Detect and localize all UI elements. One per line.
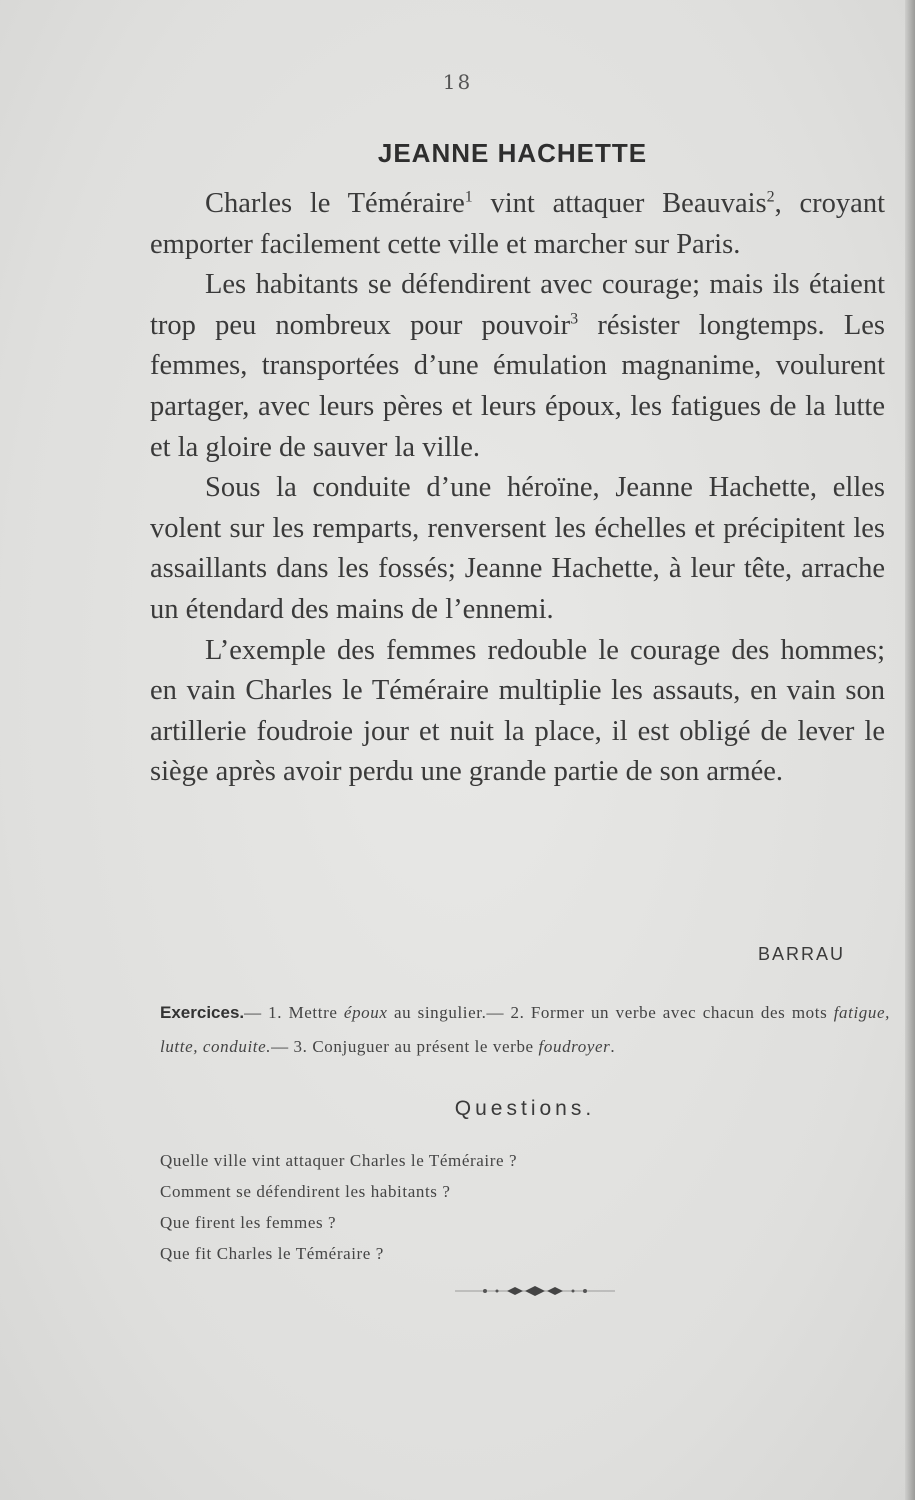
page-number: 18: [442, 70, 473, 94]
author-name: BARRAU: [757, 944, 845, 964]
questions-title: Questions.: [454, 1097, 596, 1120]
paragraph-1: Charles le Téméraire$^1$ vint attaquer Beauvais$^2$, croyant emporter facilement cette ville et marcher sur Paris.: [150, 188, 885, 260]
questions-list: [160, 1145, 517, 1269]
paragraph-4: L’exemple des femmes redouble le courage des hommes; en vain Charles le Téméraire multiplie les assauts, en vain son artillerie foudroie jour et nuit la place, il est obligé de lever le siège après avoir perdu une grande partie de son armée.: [150, 634, 885, 788]
footnote-marker: 3: [570, 310, 579, 328]
paragraph-3: Sous la conduite d’une héroïne, Jeanne Hachette, elles volent sur les remparts, renversent les échelles et précipitent les assaillants dans les fossés; Jeanne Hachette, à leur tête, arrache un étendard des mains de l’ennemi.: [150, 472, 885, 625]
article-body: [150, 184, 885, 793]
page-edge-shadow: [905, 0, 915, 1500]
exercises-heading: Exercices.: [160, 1003, 245, 1022]
exercises-block: Exercices.— 1. Mettre époux au singulier.— 2. Former un verbe avec chacun des mots fatigue, lutte, conduite.— 3. Conjuguer au présent le verbe foudroyer.: [160, 1003, 890, 1056]
question-item: Comment se défendirent les habitants ?: [160, 1182, 451, 1201]
footnote-marker: 1: [464, 188, 473, 206]
article-title: JEANNE HACHETTE: [377, 138, 648, 168]
ornament-divider-icon: [455, 1283, 615, 1299]
question-item: Que firent les femmes ?: [160, 1213, 337, 1232]
footnote-marker: 2: [766, 188, 775, 206]
question-item: Que fit Charles le Téméraire ?: [160, 1244, 384, 1263]
question-item: Quelle ville vint attaquer Charles le Téméraire ?: [160, 1151, 518, 1170]
paragraph-2: Les habitants se défendirent avec courage; mais ils étaient trop peu nombreux pour pouvoir$^3$ résister longtemps. Les femmes, transportées d’une émulation magnanime, voulurent partager, avec leurs pères et leurs époux, les fatigues de la lutte et la gloire de sauver la ville.: [150, 269, 885, 463]
